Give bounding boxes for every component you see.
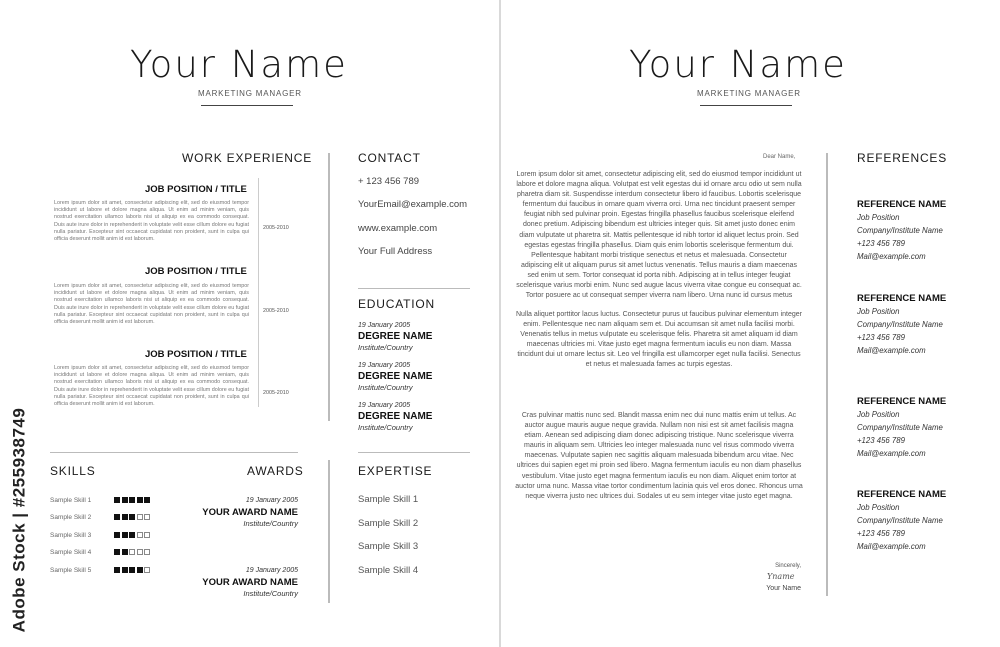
- reference-email: Mail@example.com: [857, 542, 926, 551]
- rating-filled-square: [122, 532, 128, 538]
- reference-position: Job Position: [857, 410, 900, 419]
- job-date: 2005-2010: [263, 390, 289, 396]
- letter-closing: Sincerely,: [775, 563, 801, 569]
- rating-filled-square: [129, 532, 135, 538]
- letter-role: MARKETING MANAGER: [697, 89, 801, 98]
- skills-divider: [328, 460, 330, 603]
- skill-rating: [114, 532, 150, 538]
- job-description: Lorem ipsum dolor sit amet, consectetur adipiscing elit, sed do eiusmod tempor incididunt ut labore et dolore magna aliqua. Ut enim ad minim veniam, quis nostrud exercitation ullamco laboris nisi ut aliquip ex ea commodo consequat. Duis aute irure dolor in reprehenderit in voluptate velit esse cillum dolore eu fugiat nulla pariatur. Excepteur sint occaecat cupidatat non proident, sunt in culpa qui officia deserunt mollit anim id est laborum.: [54, 365, 249, 408]
- reference-company: Company/Institute Name: [857, 516, 943, 525]
- resume-role: MARKETING MANAGER: [198, 89, 302, 98]
- work-experience-title: WORK EXPERIENCE: [182, 151, 313, 165]
- reference-email: Mail@example.com: [857, 252, 926, 261]
- education-degree: DEGREE NAME: [358, 331, 433, 342]
- award-institute: Institute/Country: [243, 519, 298, 528]
- expertise-item: Sample Skill 2: [358, 518, 419, 529]
- letter-paragraph: Lorem ipsum dolor sit amet, consectetur adipiscing elit, sed do eiusmod tempor incididunt ut labore et dolore magna aliqua. Volutpat est velit egestas dui id ornare arcu odio ut sem nulla pharetra diam sit. Suspendisse interdum consectetur libero id faucibus. Lobortis scelerisque fermentum dui faucibus in ornare quam viverra orci. Urna nec tincidunt praesent semper feugiat nibh sed pulvinar proin. Egestas fringilla phasellus faucibus scelerisque eleifend donec pretium. Adipiscing bibendum est ultricies integer quis. Sit amet justo donec enim diam vulputate ut pharetra sit. Mattis pellentesque id nibh tortor id aliquet lectus proin. Sed egestas egestas fringilla phasellus. Diam quis enim lobortis scelerisque fermentum dui. Pellentesque habitant morbi tristique senectus et netus et malesuada. Consectetur adipiscing elit ut aliquam purus sit amet luctus venenatis. Tellus mauris a diam maecenas sed enim ut sem. Tortor consequat id porta nibh. Adipiscing at in tellus integer feugiat scelerisque varius morbi enim. Nunc sed augue lacus viverra vitae congue eu consequat ac. Tortor posuere ac ut consequat semper viverra nam libero. Urna nunc id cursus metus: [516, 171, 802, 300]
- education-institute: Institute/Country: [358, 383, 413, 392]
- rating-empty-square: [144, 567, 150, 573]
- resume-page: [0, 0, 499, 647]
- letter-sign-name: Your Name: [766, 585, 801, 592]
- education-date: 19 January 2005: [358, 322, 411, 329]
- reference-phone: +123 456 789: [857, 239, 905, 248]
- rating-filled-square: [122, 567, 128, 573]
- expertise-title: EXPERTISE: [358, 464, 433, 478]
- reference-email: Mail@example.com: [857, 346, 926, 355]
- skill-label: Sample Skill 3: [50, 532, 92, 539]
- job-title: JOB POSITION / TITLE: [145, 349, 247, 360]
- rating-filled-square: [122, 549, 128, 555]
- award-name: YOUR AWARD NAME: [202, 577, 298, 588]
- rating-filled-square: [114, 549, 120, 555]
- reference-name: REFERENCE NAME: [857, 199, 947, 210]
- job-title: JOB POSITION / TITLE: [145, 266, 247, 277]
- skill-rating: [114, 497, 150, 503]
- job-title: JOB POSITION / TITLE: [145, 184, 247, 195]
- award-date: 19 January 2005: [245, 567, 298, 574]
- reference-position: Job Position: [857, 503, 900, 512]
- stock-watermark: [6, 400, 32, 640]
- skills-title: SKILLS: [50, 464, 96, 478]
- rating-filled-square: [137, 567, 143, 573]
- skill-label: Sample Skill 1: [50, 497, 92, 504]
- cover-letter-page: [501, 0, 1000, 647]
- rating-empty-square: [144, 514, 150, 520]
- watermark-text: Adobe Stock | #255938749: [9, 407, 28, 633]
- education-degree: DEGREE NAME: [358, 411, 433, 422]
- rating-filled-square: [114, 532, 120, 538]
- job-timeline: [258, 178, 259, 407]
- education-institute: Institute/Country: [358, 343, 413, 352]
- reference-company: Company/Institute Name: [857, 320, 943, 329]
- education-degree: DEGREE NAME: [358, 371, 433, 382]
- awards-title: AWARDS: [247, 464, 304, 478]
- letter-name: Your Name: [629, 43, 847, 86]
- job-description: Lorem ipsum dolor sit amet, consectetur adipiscing elit, sed do eiusmod tempor incididunt ut labore et dolore magna aliqua. Ut enim ad minim veniam, quis nostrud exercitation ullamco laboris nisi ut aliquip ex ea commodo consequat. Duis aute irure dolor in reprehenderit in voluptate velit esse cillum dolore eu fugiat nulla pariatur. Excepteur sint occaecat cupidatat non proident, sunt in culpa qui officia deserunt mollit anim id est laborum.: [54, 283, 249, 326]
- reference-company: Company/Institute Name: [857, 423, 943, 432]
- signature: Yname: [767, 572, 795, 581]
- role-underline: [201, 105, 293, 106]
- expertise-item: Sample Skill 4: [358, 565, 419, 576]
- rating-empty-square: [137, 532, 143, 538]
- letter-paragraph: Nulla aliquet porttitor lacus luctus. Consectetur purus ut faucibus pulvinar elementum integer enim. Pellentesque nec nam aliquam sem et. Dui accumsan sit amet nulla facilisi morbi. Venenatis tellus in metus vulputate eu scelerisque felis. Pharetra sit amet aliquam id diam maecenas ultricies mi. Vitae justo eget magna fermentum iaculis eu non diam. Massa tincidunt dui ut ornare lectus sit. Leo vel fringilla est ullamcorper eget nulla facilisi. Senectus et netus et malesuada fames ac turpis egestas.: [516, 311, 802, 369]
- contact-phone: + 123 456 789: [358, 176, 420, 187]
- resume-name: Your Name: [130, 43, 348, 86]
- rating-filled-square: [137, 497, 143, 503]
- rating-filled-square: [129, 567, 135, 573]
- rating-empty-square: [137, 549, 143, 555]
- rating-filled-square: [144, 497, 150, 503]
- rating-filled-square: [114, 514, 120, 520]
- rating-filled-square: [114, 497, 120, 503]
- reference-name: REFERENCE NAME: [857, 293, 947, 304]
- role-underline: [700, 105, 792, 106]
- expertise-item: Sample Skill 1: [358, 494, 419, 505]
- rating-filled-square: [129, 514, 135, 520]
- education-institute: Institute/Country: [358, 423, 413, 432]
- reference-name: REFERENCE NAME: [857, 489, 947, 500]
- work-divider: [328, 153, 330, 421]
- contact-divider: [358, 288, 470, 289]
- reference-position: Job Position: [857, 307, 900, 316]
- skill-rating: [114, 567, 150, 573]
- reference-position: Job Position: [857, 213, 900, 222]
- skill-label: Sample Skill 2: [50, 514, 92, 521]
- skills-top-divider: [50, 452, 298, 453]
- reference-email: Mail@example.com: [857, 449, 926, 458]
- award-date: 19 January 2005: [245, 497, 298, 504]
- rating-filled-square: [114, 567, 120, 573]
- award-name: YOUR AWARD NAME: [202, 507, 298, 518]
- rating-empty-square: [144, 549, 150, 555]
- contact-website: www.example.com: [358, 223, 438, 234]
- rating-filled-square: [122, 514, 128, 520]
- rating-empty-square: [129, 549, 135, 555]
- skill-rating: [114, 549, 150, 555]
- contact-email: YourEmail@example.com: [358, 199, 468, 210]
- skill-label: Sample Skill 5: [50, 567, 92, 574]
- skill-rating: [114, 514, 150, 520]
- rating-empty-square: [144, 532, 150, 538]
- job-description: Lorem ipsum dolor sit amet, consectetur adipiscing elit, sed do eiusmod tempor incididunt ut labore et dolore magna aliqua. Ut enim ad minim veniam, quis nostrud exercitation ullamco laboris nisi ut aliquip ex ea commodo consequat. Duis aute irure dolor in reprehenderit in voluptate velit esse cillum dolore eu fugiat nulla pariatur. Excepteur sint occaecat cupidatat non proident, sunt in culpa qui officia deserunt mollit anim id est laborum.: [54, 200, 249, 243]
- rating-empty-square: [137, 514, 143, 520]
- reference-phone: +123 456 789: [857, 333, 905, 342]
- education-date: 19 January 2005: [358, 402, 411, 409]
- job-date: 2005-2010: [263, 225, 289, 231]
- education-divider: [358, 452, 470, 453]
- references-divider: [826, 153, 828, 596]
- reference-name: REFERENCE NAME: [857, 396, 947, 407]
- reference-phone: +123 456 789: [857, 529, 905, 538]
- skill-label: Sample Skill 4: [50, 549, 92, 556]
- letter-greeting: Dear Name,: [763, 154, 796, 160]
- job-date: 2005-2010: [263, 308, 289, 314]
- reference-phone: +123 456 789: [857, 436, 905, 445]
- rating-filled-square: [122, 497, 128, 503]
- education-date: 19 January 2005: [358, 362, 411, 369]
- rating-filled-square: [129, 497, 135, 503]
- references-title: REFERENCES: [857, 151, 948, 165]
- contact-title: CONTACT: [358, 151, 421, 165]
- contact-address: Your Full Address: [358, 246, 433, 257]
- expertise-item: Sample Skill 3: [358, 541, 419, 552]
- award-institute: Institute/Country: [243, 589, 298, 598]
- education-title: EDUCATION: [358, 297, 435, 311]
- letter-paragraph: Cras pulvinar mattis nunc sed. Blandit massa enim nec dui nunc mattis enim ut tellus. Ac auctor augue mauris augue neque gravida. Nullam non nisi est sit amet facilisis magna etiam. Aenean sed adipiscing diam donec adipiscing tristique. Nunc scelerisque viverra mauris in aliquam sem. Ultricies leo integer malesuada nunc vel risus commodo viverra maecenas. Vulputate sapien nec sagittis aliquam malesuada bibendum arcu vitae. Nec ultrices dui sapien eget mi proin sed libero. Magna fermentum iaculis eu non diam phasellus vestibulum. Vitae justo eget magna fermentum iaculis eu non diam. Aliquet enim tortor at auctor urna nunc. Massa vitae tortor condimentum lacinia quis vel eros donec. Rhoncus urna neque viverra justo nec ultrices dui. Sodales ut eu sem integer vitae justo eget magna.: [515, 412, 803, 500]
- reference-company: Company/Institute Name: [857, 226, 943, 235]
